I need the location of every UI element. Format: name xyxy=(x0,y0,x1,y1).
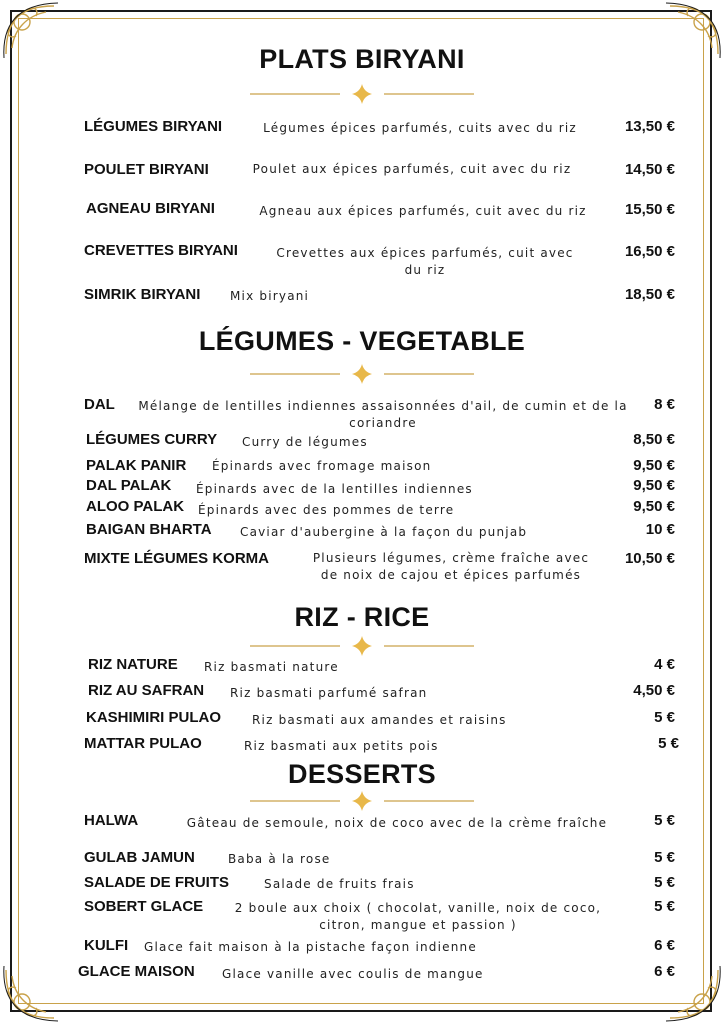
item-price: 4 € xyxy=(654,656,675,673)
item-description: Glace fait maison à la pistache façon indienne xyxy=(144,940,477,954)
item-name: GLACE MAISON xyxy=(78,963,195,980)
item-price: 6 € xyxy=(654,937,675,954)
item-price: 5 € xyxy=(658,735,679,752)
item-description: Riz basmati aux petits pois xyxy=(244,739,439,753)
section-title-vegetable: LÉGUMES - VEGETABLE xyxy=(198,326,526,356)
item-description: Plusieurs légumes, crème fraîche avec de noix de cajou et épices parfumés xyxy=(312,551,590,582)
item-description: Crevettes aux épices parfumés, cuit avec du riz xyxy=(276,246,574,277)
item-description: Glace vanille avec coulis de mangue xyxy=(222,967,484,981)
item-name: KULFI xyxy=(84,937,129,954)
item-description: Riz basmati nature xyxy=(204,660,339,674)
divider-star-icon xyxy=(0,634,724,658)
section-title-biryani: PLATS BIRYANI xyxy=(259,44,465,74)
item-name: SIMRIK BIRYANI xyxy=(84,286,201,303)
item-price: 9,50 € xyxy=(633,477,675,494)
item-description: Épinards avec de la lentilles indiennes xyxy=(196,482,473,496)
item-price: 9,50 € xyxy=(633,457,675,474)
item-name: ALOO PALAK xyxy=(86,498,185,515)
item-price: 5 € xyxy=(654,898,675,915)
item-description: Mix biryani xyxy=(230,289,310,303)
item-price: 14,50 € xyxy=(624,161,675,178)
item-description: Riz basmati parfumé safran xyxy=(230,686,428,700)
item-description: Caviar d'aubergine à la façon du punjab xyxy=(240,525,528,539)
divider-star-icon xyxy=(0,362,724,386)
item-description: Gâteau de semoule, noix de coco avec de la crème fraîche xyxy=(186,816,608,830)
item-name: HALWA xyxy=(84,812,139,829)
section-title-desserts: DESSERTS xyxy=(288,759,436,789)
item-name: MATTAR PULAO xyxy=(84,735,202,752)
item-name: SALADE DE FRUITS xyxy=(84,874,230,891)
item-name: PALAK PANIR xyxy=(86,457,187,474)
item-price: 8,50 € xyxy=(633,431,675,448)
item-price: 5 € xyxy=(654,812,675,829)
item-description: Épinards avec fromage maison xyxy=(212,459,432,473)
item-price: 5 € xyxy=(654,874,675,891)
item-name: RIZ NATURE xyxy=(88,656,178,673)
item-price: 10,50 € xyxy=(624,550,675,567)
item-name: DAL xyxy=(84,396,115,413)
item-description: Agneau aux épices parfumés, cuit avec du riz xyxy=(259,204,587,218)
item-description: Épinards avec des pommes de terre xyxy=(198,503,455,517)
item-price: 5 € xyxy=(654,709,675,726)
item-price: 4,50 € xyxy=(633,682,675,699)
item-price: 9,50 € xyxy=(633,498,675,515)
item-description: Baba à la rose xyxy=(228,852,331,866)
corner-ornament-icon xyxy=(0,964,60,1024)
item-name: AGNEAU BIRYANI xyxy=(86,200,215,217)
item-price: 15,50 € xyxy=(624,201,675,218)
item-description: 2 boule aux choix ( chocolat, vanille, noix de coco, citron, mangue et passion ) xyxy=(234,901,602,932)
item-price: 18,50 € xyxy=(624,286,675,303)
item-name: POULET BIRYANI xyxy=(84,161,209,178)
item-name: BAIGAN BHARTA xyxy=(86,521,212,538)
item-description: Curry de légumes xyxy=(242,435,368,449)
divider-star-icon xyxy=(0,82,724,106)
item-name: SOBERT GLACE xyxy=(84,898,204,915)
item-price: 5 € xyxy=(654,849,675,866)
item-price: 10 € xyxy=(645,521,675,538)
item-description: Mélange de lentilles indiennes assaisonnées d'ail, de cumin et de la coriandre xyxy=(138,399,628,430)
item-price: 8 € xyxy=(654,396,675,413)
item-name: RIZ AU SAFRAN xyxy=(88,682,205,699)
item-description: Riz basmati aux amandes et raisins xyxy=(252,713,507,727)
item-price: 16,50 € xyxy=(624,243,675,260)
divider-star-icon xyxy=(0,789,724,813)
item-name: KASHIMIRI PULAO xyxy=(86,709,221,726)
item-name: LÉGUMES CURRY xyxy=(86,431,218,448)
item-description: Légumes épices parfumés, cuits avec du riz xyxy=(263,121,577,135)
item-name: CREVETTES BIRYANI xyxy=(84,242,238,259)
item-name: DAL PALAK xyxy=(86,477,172,494)
item-price: 6 € xyxy=(654,963,675,980)
item-price: 13,50 € xyxy=(624,118,675,135)
item-name: GULAB JAMUN xyxy=(84,849,195,866)
item-name: LÉGUMES BIRYANI xyxy=(84,118,223,135)
item-description: Poulet aux épices parfumés, cuit avec du riz xyxy=(252,162,572,176)
item-name: MIXTE LÉGUMES KORMA xyxy=(84,550,270,567)
item-description: Salade de fruits frais xyxy=(264,877,415,891)
section-title-rice: RIZ - RICE xyxy=(294,602,430,632)
